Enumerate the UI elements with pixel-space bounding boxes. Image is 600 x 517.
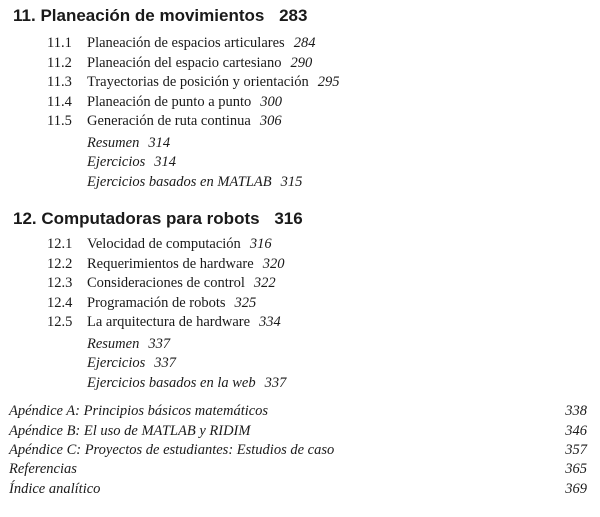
section-title: Consideraciones de control — [87, 275, 245, 291]
section-number: 11.5 — [47, 113, 72, 129]
toc-extra — [87, 174, 302, 191]
extra-title: Ejercicios basados en la web — [87, 375, 256, 391]
extra-title: Ejercicios basados en MATLAB — [87, 174, 272, 190]
section-number: 11.4 — [47, 94, 72, 110]
section-title: Planeación del espacio cartesiano — [87, 55, 282, 71]
toc-section — [47, 74, 340, 91]
section-title: La arquitectura de hardware — [87, 314, 251, 330]
section-page: 295 — [317, 74, 340, 90]
appendix-title: Apéndice B: El uso de MATLAB y RIDIM — [9, 423, 251, 439]
toc-appendix — [9, 461, 587, 478]
section-title: Requerimientos de hardware — [87, 256, 254, 272]
toc-section — [47, 113, 282, 130]
toc-appendix — [9, 442, 587, 459]
toc-section — [47, 35, 315, 52]
appendix-page: 365 — [565, 461, 587, 477]
toc-extra — [87, 355, 176, 372]
toc-section — [47, 236, 272, 253]
section-number: 12.4 — [47, 295, 73, 311]
section-title: Velocidad de computación — [87, 236, 241, 252]
extra-title: Resumen — [87, 336, 140, 352]
extra-title: Resumen — [87, 135, 140, 151]
toc-extra — [87, 375, 286, 392]
section-page: 320 — [262, 256, 285, 272]
toc-section — [47, 94, 282, 111]
section-page: 290 — [290, 55, 313, 71]
section-title: Programación de robots — [87, 295, 226, 311]
section-number: 11.2 — [47, 55, 72, 71]
appendix-page: 346 — [565, 423, 587, 439]
chapter-number: 12. — [13, 209, 37, 228]
extra-page: 315 — [280, 174, 303, 190]
section-page: 334 — [259, 314, 281, 330]
chapter-title: Computadoras para robots — [41, 209, 260, 228]
extra-page: 314 — [154, 154, 176, 170]
extra-page: 337 — [154, 355, 176, 371]
appendix-title: Apéndice A: Principios básicos matemáticos — [9, 403, 269, 419]
chapter-heading — [13, 6, 307, 26]
chapter-heading — [13, 209, 303, 229]
toc-section — [47, 295, 256, 312]
chapter-title: Planeación de movimientos — [40, 6, 265, 25]
toc-appendix — [9, 423, 587, 440]
section-title: Generación de ruta continua — [87, 113, 251, 129]
appendix-page: 338 — [565, 403, 587, 419]
toc-extra — [87, 154, 176, 171]
extra-title: Ejercicios — [87, 154, 146, 170]
chapter-page: 316 — [274, 209, 303, 228]
toc-section — [47, 55, 312, 72]
appendix-page: 369 — [565, 481, 587, 497]
section-number: 12.3 — [47, 275, 73, 291]
toc-appendix — [9, 481, 587, 498]
section-page: 316 — [249, 236, 272, 252]
section-page: 300 — [260, 94, 283, 110]
toc-section — [47, 256, 284, 273]
toc-extra — [87, 135, 170, 152]
chapter-page: 283 — [279, 6, 308, 25]
toc-appendix — [9, 403, 587, 420]
section-number: 11.3 — [47, 74, 72, 90]
section-page: 284 — [293, 35, 316, 51]
extra-page: 337 — [148, 336, 171, 352]
extra-page: 314 — [148, 135, 171, 151]
bleed-through-shadow — [510, 150, 600, 300]
toc-section — [47, 275, 276, 292]
section-number: 12.1 — [47, 236, 73, 252]
section-title: Trayectorias de posición y orientación — [87, 74, 309, 90]
section-number: 12.2 — [47, 256, 73, 272]
toc-extra — [87, 336, 170, 353]
extra-title: Ejercicios — [87, 355, 146, 371]
toc-section — [47, 314, 281, 331]
section-page: 306 — [259, 113, 282, 129]
section-number: 12.5 — [47, 314, 73, 330]
appendix-title: Referencias — [9, 461, 77, 477]
appendix-title: Apéndice C: Proyectos de estudiantes: Estudios de caso — [9, 442, 335, 458]
section-number: 11.1 — [47, 35, 72, 51]
section-page: 325 — [234, 295, 257, 311]
section-title: Planeación de espacios articulares — [87, 35, 285, 51]
chapter-number: 11. — [13, 6, 36, 25]
section-title: Planeación de punto a punto — [87, 94, 252, 110]
appendix-title: Índice analítico — [9, 481, 101, 497]
extra-page: 337 — [264, 375, 287, 391]
section-page: 322 — [253, 275, 276, 291]
appendix-page: 357 — [565, 442, 587, 458]
